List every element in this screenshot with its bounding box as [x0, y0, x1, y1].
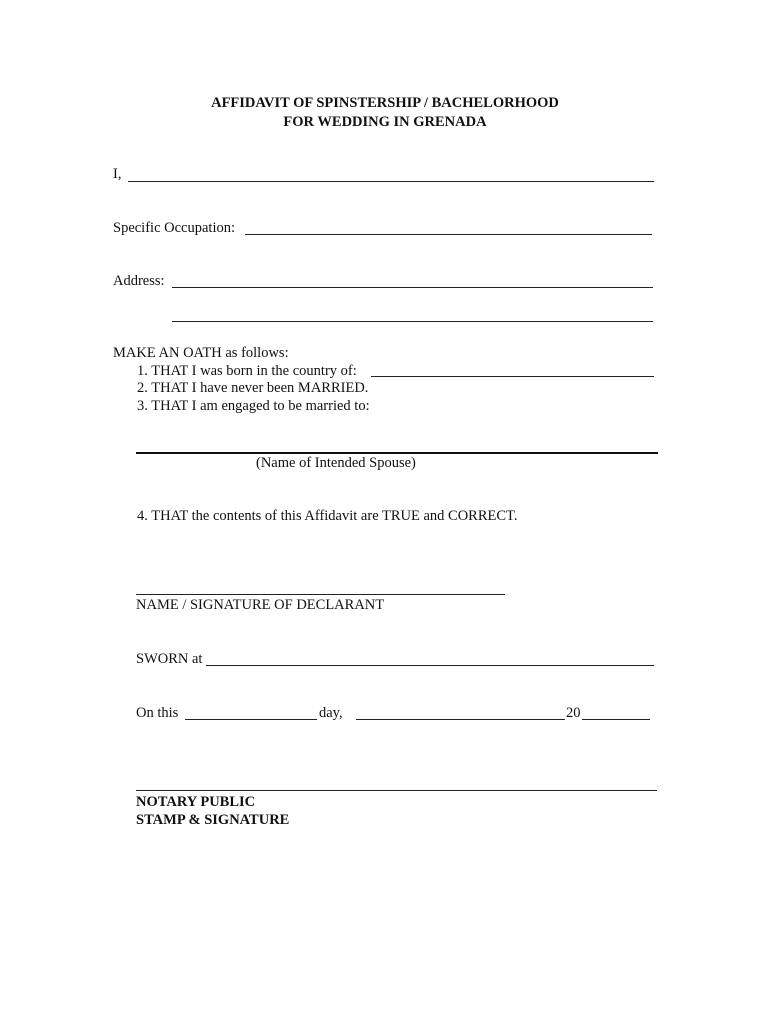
day-label: day, — [319, 705, 343, 721]
declarant-label: NAME / SIGNATURE OF DECLARANT — [136, 597, 385, 613]
address-field-line2[interactable] — [172, 303, 653, 322]
year-prefix: 20 — [566, 705, 581, 721]
oath-item-3: 3. THAT I am engaged to be married to: — [137, 398, 370, 414]
notary-signature-field[interactable] — [136, 772, 657, 791]
on-this-label: On this — [136, 705, 179, 721]
birth-country-field[interactable] — [371, 358, 654, 377]
intended-spouse-field[interactable] — [136, 434, 658, 454]
notary-label-line1: NOTARY PUBLIC — [136, 794, 256, 810]
occupation-label: Specific Occupation: — [113, 220, 235, 236]
name-label: I, — [113, 166, 122, 182]
spouse-caption: (Name of Intended Spouse) — [256, 455, 416, 471]
sworn-location-field[interactable] — [206, 647, 654, 666]
document-title-line2: FOR WEDDING IN GRENADA — [283, 114, 487, 130]
oath-item-4: 4. THAT the contents of this Affidavit are TRUE and CORRECT. — [137, 508, 518, 524]
oath-item-2: 2. THAT I have never been MARRIED. — [137, 380, 369, 396]
occupation-field[interactable] — [245, 216, 652, 235]
oath-intro: MAKE AN OATH as follows: — [113, 345, 289, 361]
name-field[interactable] — [128, 163, 654, 182]
year-field[interactable] — [582, 701, 650, 720]
sworn-label: SWORN at — [136, 651, 203, 667]
day-field[interactable] — [185, 701, 317, 720]
oath-item-1: 1. THAT I was born in the country of: — [137, 363, 357, 379]
document-title-line1: AFFIDAVIT OF SPINSTERSHIP / BACHELORHOOD — [211, 95, 559, 111]
month-field[interactable] — [356, 701, 565, 720]
address-label: Address: — [113, 273, 165, 289]
address-field-line1[interactable] — [172, 269, 653, 288]
declarant-signature-field[interactable] — [136, 576, 505, 595]
notary-label-line2: STAMP & SIGNATURE — [136, 812, 290, 828]
